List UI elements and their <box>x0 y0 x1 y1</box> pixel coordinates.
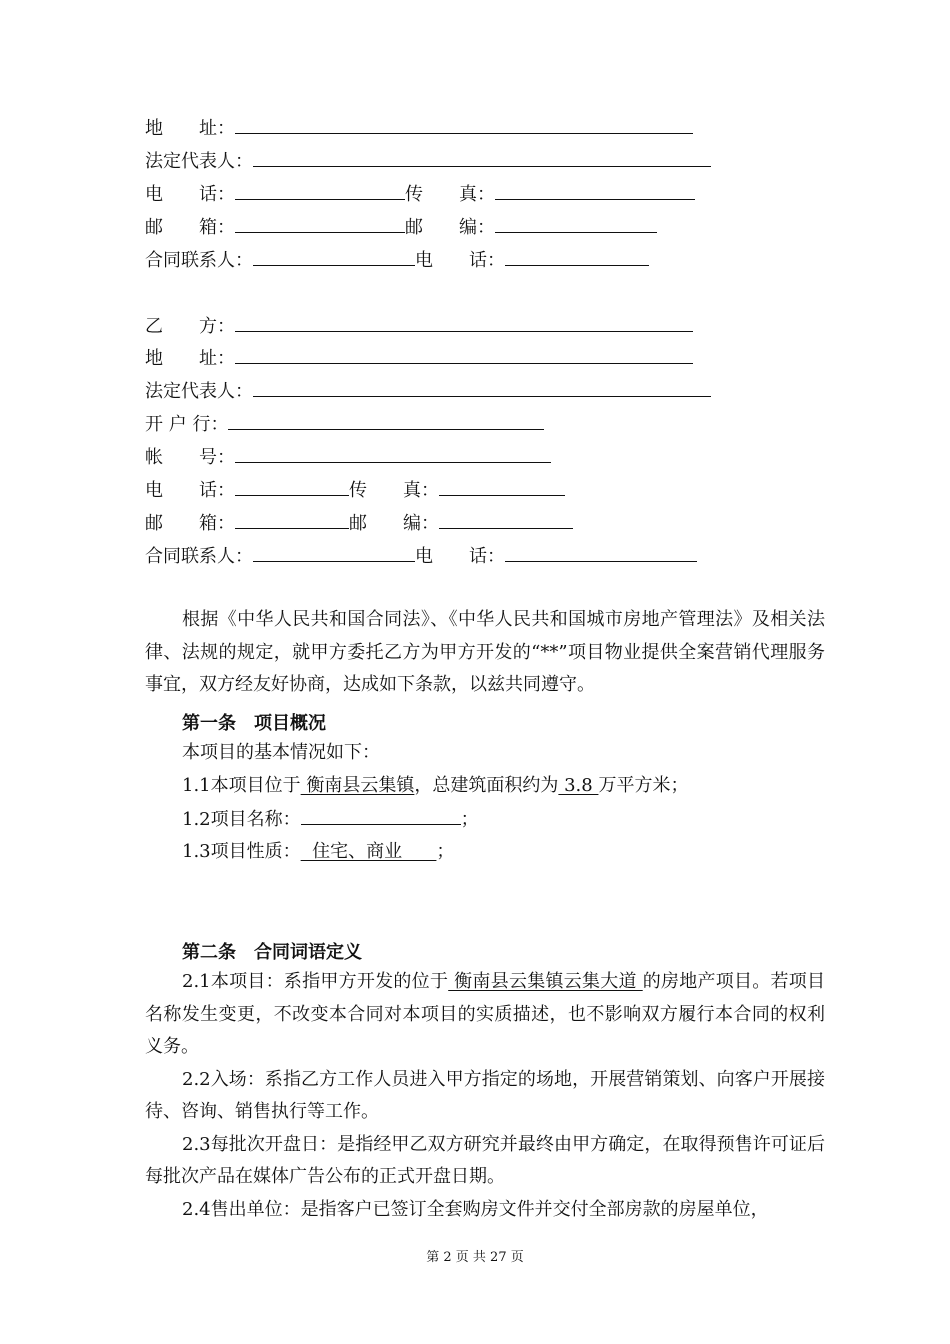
contact-blank[interactable] <box>253 249 415 266</box>
party-b-name-row <box>145 315 693 338</box>
definition-2-1 <box>145 966 825 1064</box>
legal-rep-blank[interactable] <box>253 150 711 167</box>
field-label: 邮 编： <box>405 217 495 238</box>
party-b-address-row <box>145 347 693 370</box>
article-1-intro: 本项目的基本情况如下： <box>182 742 380 763</box>
field-label: 开 户 行： <box>145 414 229 435</box>
field-label: 法定代表人： <box>145 151 253 172</box>
field-label: 邮 箱： <box>145 513 235 534</box>
item-text: 1.1本项目位于 <box>182 775 301 796</box>
definition-2-4: 2.4售出单位：是指客户已签订全套购房文件并交付全部房款的房屋单位， <box>182 1198 769 1220</box>
project-address-value: 衡南县云集镇云集大道 <box>448 971 643 992</box>
article-1-heading <box>182 709 326 735</box>
article-1-item-1 <box>182 775 688 797</box>
project-nature-value: 住宅、商业 <box>300 841 437 862</box>
postcode-blank[interactable] <box>495 216 657 233</box>
definition-2-3: 2.3每批次开盘日：是指经甲乙双方研究并最终由甲方确定，在取得预售许可证后每批次产品在媒体广告公布的正式开盘日期。 <box>145 1133 825 1187</box>
party-b-phone-fax-row <box>145 479 565 502</box>
field-label: 电 话： <box>145 184 235 205</box>
article-1-item-3 <box>182 841 454 863</box>
field-label: 乙 方： <box>145 316 235 337</box>
item-text: 万平方米； <box>598 775 689 796</box>
account-blank[interactable] <box>235 446 551 463</box>
party-b-contact-row <box>145 545 697 568</box>
field-label: 地 址： <box>145 118 235 139</box>
preamble-text: 根据《中华人民共和国合同法》、《中华人民共和国城市房地产管理法》及相关法律、法规的规定，就甲方委托乙方为甲方开发的“**”项目物业提供全案营销代理服务事宜，双方经友好协商，达成如下条款，以兹共同遵守。 <box>145 609 825 695</box>
address-blank[interactable] <box>235 347 693 364</box>
party-a-contact-row <box>145 249 649 272</box>
article-number: 第一条 <box>182 713 236 734</box>
field-label: 帐 号： <box>145 447 235 468</box>
party-b-account-row <box>145 446 551 469</box>
article-title: 项目概况 <box>254 713 326 734</box>
bank-blank[interactable] <box>228 413 544 430</box>
item-text: 1.3项目性质： <box>182 841 301 862</box>
field-label: 传 真： <box>405 184 495 205</box>
contact-blank[interactable] <box>253 545 415 562</box>
item-text: 1.2项目名称： <box>182 809 301 830</box>
address-blank[interactable] <box>235 117 693 134</box>
definition-2-2: 2.2入场：系指乙方工作人员进入甲方指定的场地，开展营销策划、向客户开展接待、咨询、销售执行等工作。 <box>145 1068 825 1122</box>
article-number: 第二条 <box>182 942 236 963</box>
field-label: 合同联系人： <box>145 546 253 567</box>
field-label: 合同联系人： <box>145 250 253 271</box>
preamble-paragraph <box>145 604 825 702</box>
phone-blank[interactable] <box>235 183 405 200</box>
fax-blank[interactable] <box>495 183 695 200</box>
item-text: ； <box>460 809 479 830</box>
party-b-email-postcode-row <box>145 512 573 535</box>
email-blank[interactable] <box>235 512 349 529</box>
party-a-address-row <box>145 117 693 140</box>
project-location-value: 衡南县云集镇 <box>300 775 415 796</box>
party-a-email-postcode-row <box>145 216 657 239</box>
phone-blank[interactable] <box>235 479 349 496</box>
definition-text: 2.1本项目：系指甲方开发的位于 <box>182 971 449 992</box>
party-a-phone-fax-row <box>145 183 695 206</box>
field-label: 邮 编： <box>349 513 439 534</box>
item-text: ； <box>436 841 455 862</box>
postcode-blank[interactable] <box>439 512 573 529</box>
party-b-bank-row <box>145 413 544 436</box>
contact-phone-blank[interactable] <box>505 249 649 266</box>
name-blank[interactable] <box>235 315 693 332</box>
party-a-legal-rep-row <box>145 150 711 173</box>
field-label: 传 真： <box>349 480 439 501</box>
page-footer: 第 2 页 共 27 页 <box>426 1250 524 1265</box>
fax-blank[interactable] <box>439 479 565 496</box>
field-label: 电 话： <box>415 546 505 567</box>
definition-text: 的房地产项目。若项目名称发生变更，不改变本合同对本项目的实质描述，也不影响双方履行本合同的权利义务。 <box>145 971 826 1057</box>
field-label: 法定代表人： <box>145 381 253 402</box>
field-label: 电 话： <box>145 480 235 501</box>
article-2-body <box>145 966 825 1226</box>
article-2-heading <box>182 938 362 964</box>
item-text: ，总建筑面积约为 <box>414 775 559 796</box>
contact-phone-blank[interactable] <box>505 545 697 562</box>
project-name-blank[interactable] <box>301 808 461 825</box>
floor-area-value: 3.8 <box>558 775 599 796</box>
article-title: 合同词语定义 <box>254 942 362 963</box>
email-blank[interactable] <box>235 216 405 233</box>
party-b-legal-rep-row <box>145 380 711 403</box>
field-label: 电 话： <box>415 250 505 271</box>
field-label: 地 址： <box>145 348 235 369</box>
legal-rep-blank[interactable] <box>253 380 711 397</box>
article-1-item-2 <box>182 808 479 831</box>
field-label: 邮 箱： <box>145 217 235 238</box>
